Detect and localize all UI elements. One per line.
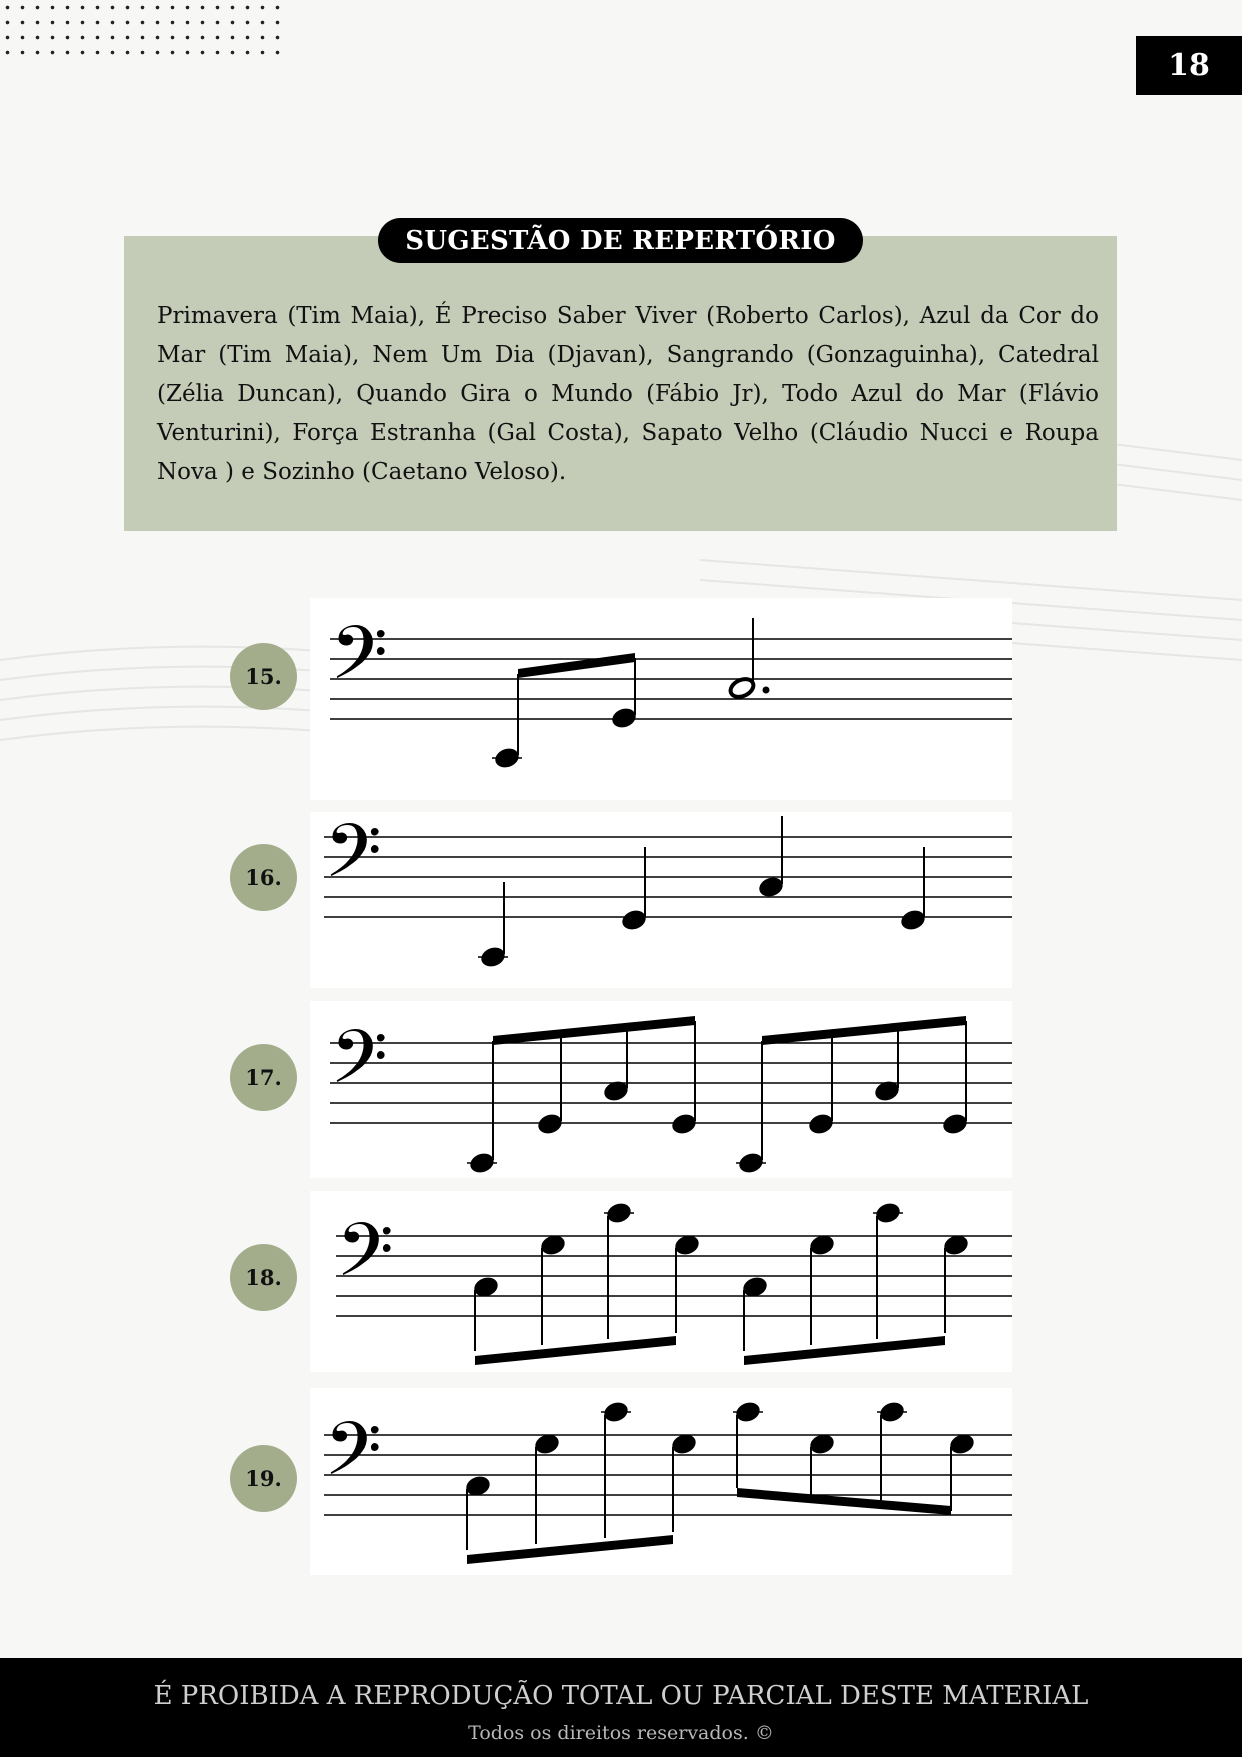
music-staff-15 [310, 598, 1012, 800]
music-staff-18 [310, 1191, 1012, 1372]
footer-notice: É PROIBIDA A REPRODUÇÃO TOTAL OU PARCIAL DESTE MATERIAL [153, 1681, 1089, 1711]
page-number: 18 [1136, 36, 1242, 95]
music-staff-16 [310, 812, 1012, 988]
bass-clef-icon [324, 1406, 382, 1511]
dot-pattern-decoration [0, 0, 290, 60]
svg-text:𝄢: 𝄢 [330, 1014, 388, 1119]
bass-clef-icon [336, 1207, 394, 1312]
exercise-label-19: 19. [230, 1445, 297, 1512]
bass-clef-icon [330, 1014, 388, 1119]
footer-rights: Todos os direitos reservados. © [468, 1722, 774, 1744]
footer [0, 1658, 1242, 1757]
music-staff-19 [310, 1388, 1012, 1575]
music-staff-17 [310, 1001, 1012, 1178]
exercise-label-17: 17. [230, 1044, 297, 1111]
svg-text:𝄢: 𝄢 [324, 812, 382, 913]
bass-clef-icon [330, 610, 388, 715]
bass-clef-icon [324, 812, 382, 913]
exercise-label-15: 15. [230, 643, 297, 710]
exercise-label-18: 18. [230, 1244, 297, 1311]
svg-text:𝄢: 𝄢 [330, 610, 388, 715]
repertoire-text: Primavera (Tim Maia), É Preciso Saber Viver (Roberto Carlos), Azul da Cor do Mar (Tim Maia), Nem Um Dia (Djavan), Sangrando (Gonzaguinha), Catedral (Zélia Duncan), Quando Gira o Mundo (Fábio Jr), Todo Azul do Mar (Flávio Venturini), Força Estranha (Gal Costa), Sapato Velho (Cláudio Nucci e Roupa Nova ) e Sozinho (Caetano Veloso). [157, 303, 1099, 485]
svg-text:𝄢: 𝄢 [324, 1406, 382, 1511]
exercise-label-16: 16. [230, 844, 297, 911]
svg-text:𝄢: 𝄢 [336, 1207, 394, 1312]
repertoire-title: SUGESTÃO DE REPERTÓRIO [378, 218, 863, 263]
